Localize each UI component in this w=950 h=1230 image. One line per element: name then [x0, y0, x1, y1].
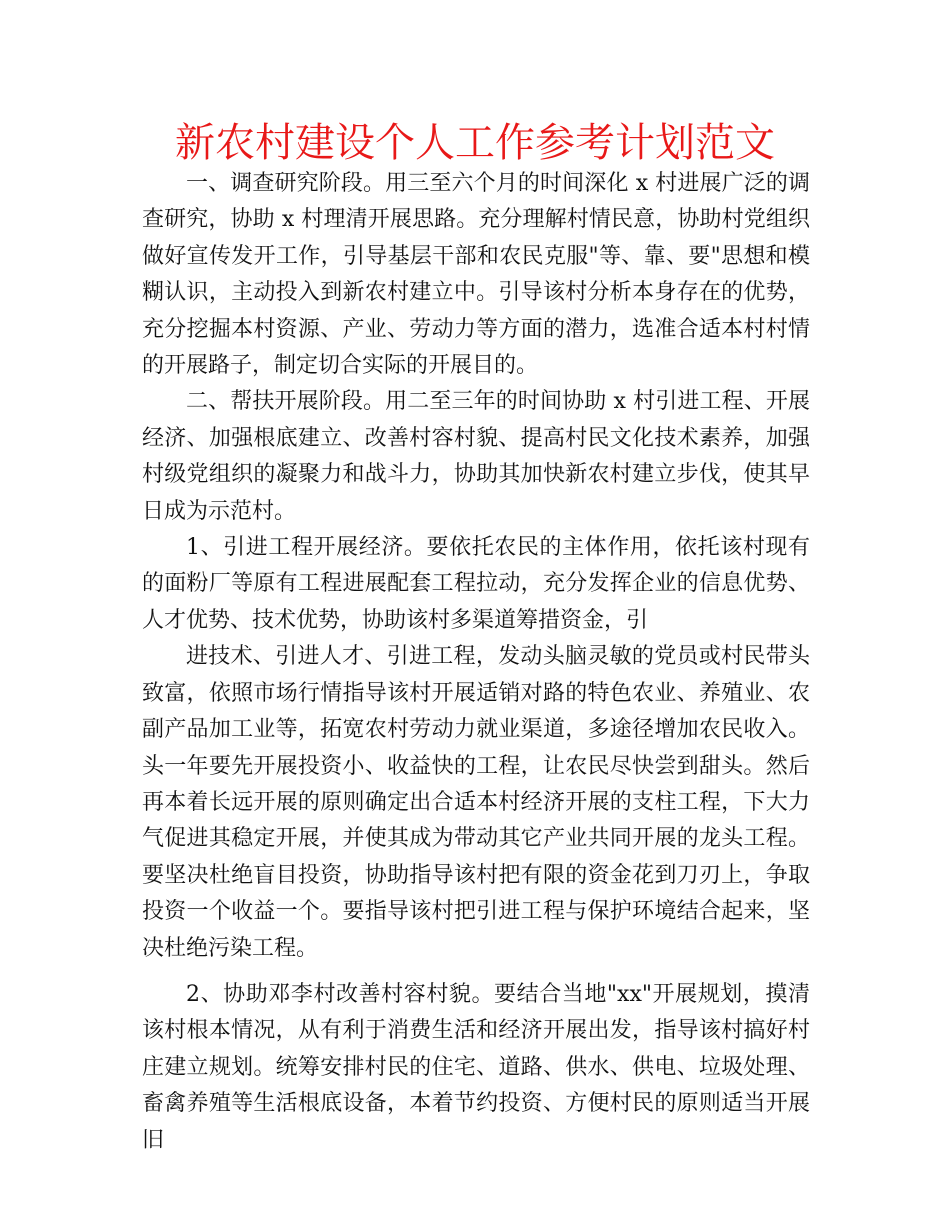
paragraph-item-2: 2、协助邓李村改善村容村貌。要结合当地"xx"开展规划，摸清该村根本情况，从有利于消费生活和经济开展出发，指导该村搞好村庄建立规划。统筹安排村民的住宅、道路、供水、供电、垃圾处理、畜禽养殖等生活根底设备，本着节约投资、方便村民的原则适当开展旧 [142, 981, 810, 1153]
paragraph-item-1-continued: 进技术、引进人才、引进工程，发动头脑灵敏的党员或村民带头致富，依照市场行情指导该村开展适销对路的特色农业、养殖业、农副产品加工业等，拓宽农村劳动力就业渠道，多途径增加农民收入。头一年要先开展投资小、收益快的工程，让农民尽快尝到甜头。然后再本着长远开展的原则确定出合适本村经济开展的支柱工程，下大力气促进其稳定开展，并使其成为带动其它产业共同开展的龙头工程。要坚决杜绝盲目投资，协助指导该村把有限的资金花到刀刃上，争取投资一个收益一个。要指导该村把引进工程与保护环境结合起来，坚决杜绝污染工程。 [142, 644, 810, 961]
document-body [142, 166, 810, 1159]
document-title: 新农村建设个人工作参考计划范文 [175, 120, 775, 166]
paragraph-item-1: 1、引进工程开展经济。要依托农民的主体作用，依托该村现有的面粉厂等原有工程进展配套工程拉动，充分发挥企业的信息优势、人才优势、技术优势，协助该村多渠道筹措资金，引 [142, 535, 810, 633]
paragraph-assistance-stage: 二、帮扶开展阶段。用二至三年的时间协助 x 村引进工程、开展经济、加强根底建立、改善村容村貌、提高村民文化技术素养，加强村级党组织的凝聚力和战斗力，协助其加快新农村建立步伐，使其早日成为示范村。 [142, 389, 810, 524]
paragraph-survey-stage: 一、调查研究阶段。用三至六个月的时间深化 x 村进展广泛的调查研究，协助 x 村理清开展思路。充分理解村情民意，协助村党组织做好宣传发开工作，引导基层干部和农民克服"等、靠、要"思想和模糊认识，主动投入到新农村建立中。引导该村分析本身存在的优势，充分挖掘本村资源、产业、劳动力等方面的潜力，选准合适本村村情的开展路子，制定切合实际的开展目的。 [142, 171, 810, 379]
